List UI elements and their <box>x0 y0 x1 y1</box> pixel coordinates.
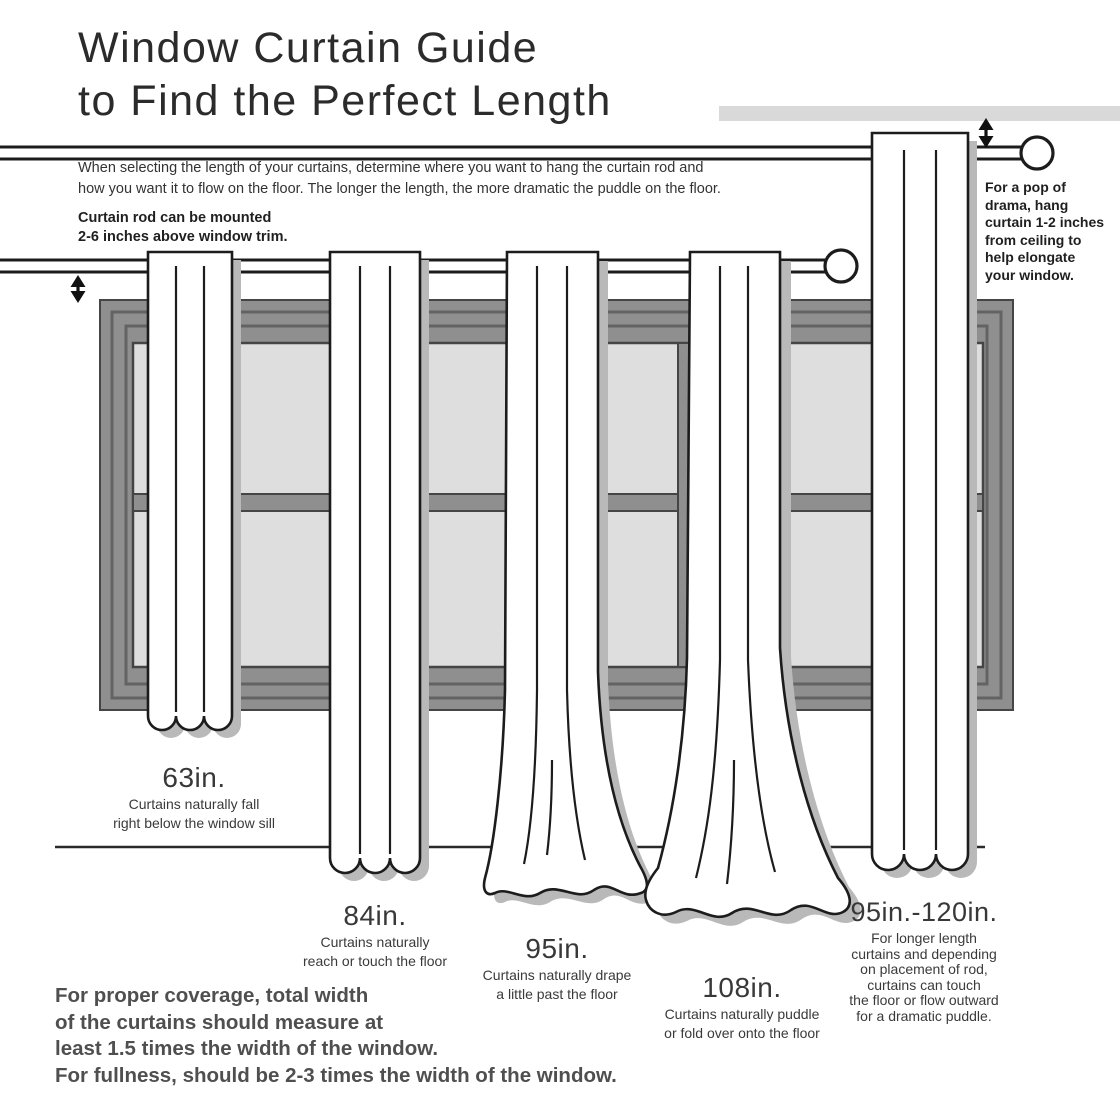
ceiling-note-line: from ceiling to <box>985 231 1082 248</box>
title-line-1: Window Curtain Guide <box>78 24 539 72</box>
curtain-84in <box>330 252 429 881</box>
rod-note-line-1: Curtain rod can be mounted <box>78 210 272 226</box>
coverage-note-line: least 1.5 times the width of the window. <box>55 1037 439 1060</box>
ceiling-gap-double-arrow-icon <box>979 118 994 148</box>
length-value: 95in.-120in. <box>850 897 998 927</box>
curtain-panel <box>330 252 420 873</box>
length-value: 63in. <box>162 762 226 793</box>
ceiling-note-line: your window. <box>985 266 1074 283</box>
length-description: Curtains naturally reach or touch the floor <box>303 934 447 969</box>
intro-text <box>78 158 721 199</box>
coverage-note-line: For proper coverage, total width <box>55 984 369 1007</box>
intro-line-2: how you want it to flow on the floor. The longer the length, the more dramatic the puddle on the floor. <box>78 180 721 197</box>
length-description: Curtains naturally fall right below the window sill <box>113 796 275 831</box>
label-curtain-63in <box>113 763 275 833</box>
label-curtain-108in <box>664 973 820 1043</box>
coverage-note <box>55 983 617 1089</box>
rod-finial <box>1021 137 1053 169</box>
coverage-note-line: of the curtains should measure at <box>55 1010 384 1034</box>
rod-mount-note <box>78 209 288 247</box>
length-value: 108in. <box>702 972 782 1003</box>
intro-line-1: When selecting the length of your curtains, determine where you want to hang the curtain rod and <box>78 160 704 176</box>
rod-note-line-2: 2-6 inches above window trim. <box>78 229 288 245</box>
title-line-2: to Find the Perfect Length <box>78 77 612 125</box>
coverage-note-line: For fullness, should be 2-3 times the width of the window. <box>55 1063 617 1087</box>
ceiling-bar <box>719 106 1120 121</box>
length-description: Curtains naturally puddle or fold over onto the floor <box>664 1006 820 1041</box>
trim-gap-double-arrow-icon <box>71 275 86 303</box>
curtain-panel <box>148 252 232 730</box>
curtain-63in <box>148 252 241 738</box>
label-curtain-84in <box>303 901 447 971</box>
ceiling-note-line: For a pop of <box>985 179 1066 195</box>
label-curtain-95-120in <box>849 897 998 1024</box>
length-value: 95in. <box>525 933 589 964</box>
page-title <box>78 22 612 128</box>
ceiling-note-line: drama, hang <box>985 196 1069 213</box>
curtain-95-120in <box>872 133 977 878</box>
ceiling-note-line: help elongate <box>985 249 1076 265</box>
length-description: Curtains naturally drape a little past the floor <box>482 967 632 1002</box>
length-value: 84in. <box>343 900 407 931</box>
curtain-panel <box>872 133 968 870</box>
ceiling-drama-note <box>985 179 1104 284</box>
rod-finial <box>825 250 857 282</box>
length-description: For longer length curtains and depending on placement of rod, curtains can touch the floor or flow outward for a dramatic puddle. <box>849 930 999 1024</box>
ceiling-note-line: curtain 1-2 inches <box>985 214 1105 230</box>
